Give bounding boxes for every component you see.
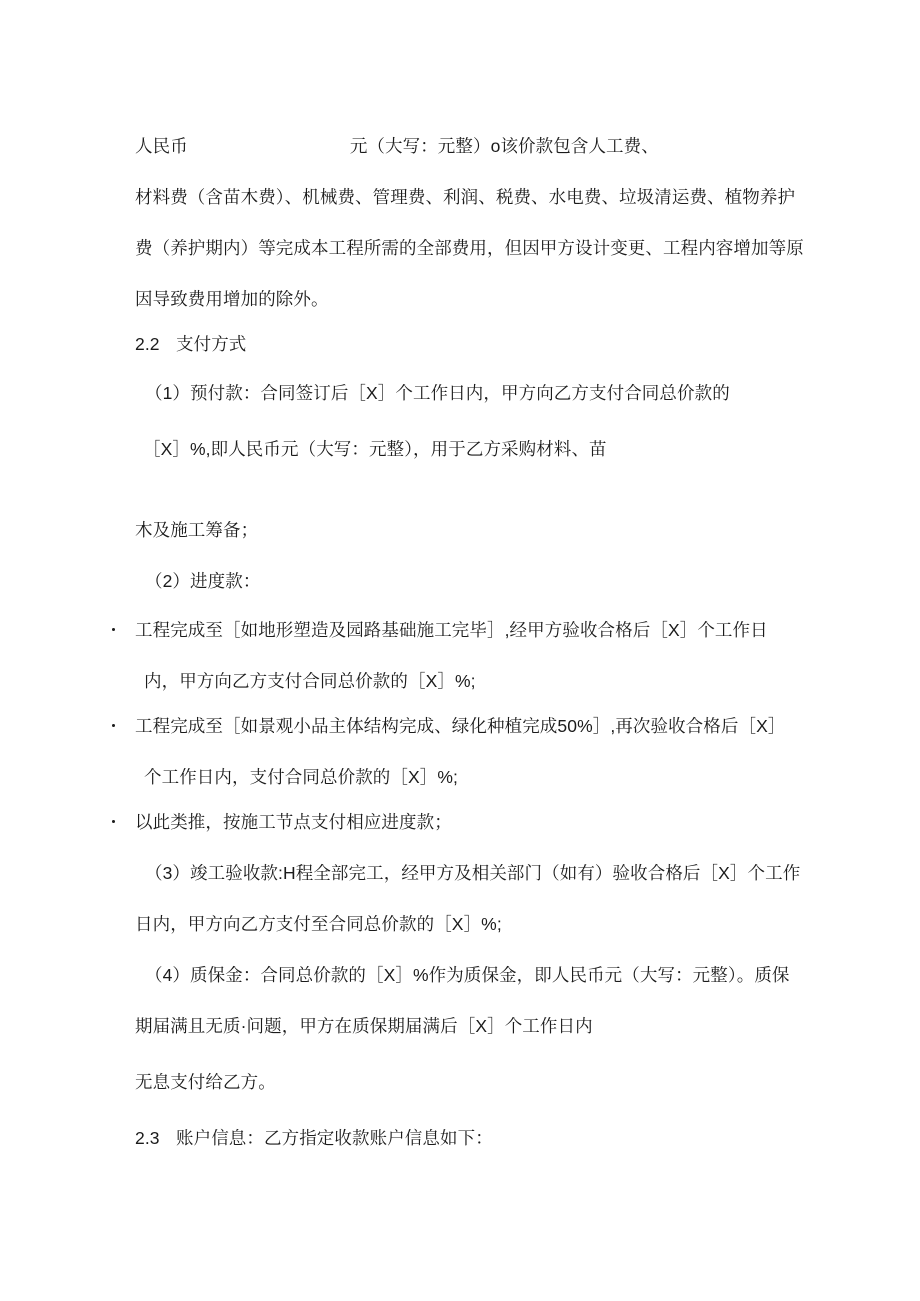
paragraph-price-line-3: 费（养护期内）等完成本工程所需的全部费用，但因甲方设计变更、工程内容增加等原 (135, 238, 804, 258)
paragraph-bullet-2-line-1: 工程完成至［如景观小品主体结构完成、绿化种植完成50%］,再次验收合格后［X］ (135, 716, 786, 736)
paragraph-bullet-2-line-2: 个工作日内，支付合同总价款的［X］%; (144, 767, 458, 787)
bullet-marker-icon (112, 628, 115, 631)
paragraph-item-3-line-2: 日内，甲方向乙方支付至合同总价款的［X］%; (135, 914, 502, 934)
paragraph-bullet-1-line-1: 工程完成至［如地形塑造及园路基础施工完毕］,经甲方验收合格后［X］个工作日 (135, 620, 768, 640)
paragraph-item-4-line-1: （4）质保金：合同总价款的［X］%作为质保金，即人民币元（大写：元整）。质保 (145, 965, 790, 985)
price-amount-suffix: 元（大写：元整）o该价款包含人工费、 (349, 136, 659, 156)
paragraph-item-3-line-1: （3）竣工验收款:H程全部完工，经甲方及相关部门（如有）验收合格后［X］个工作 (145, 863, 801, 883)
section-heading-2-2-number: 2.2 (135, 334, 160, 354)
paragraph-item-1-line-3: 木及施工筹备； (135, 520, 259, 540)
bullet-marker-icon (112, 724, 115, 727)
price-currency-label: 人民币 (135, 136, 188, 156)
section-heading-2-2-title: 支付方式 (176, 334, 247, 354)
paragraph-price-line-2: 材料费（含苗木费）、机械费、管理费、利润、税费、水电费、垃圾清运费、植物养护 (135, 187, 796, 207)
paragraph-price-line-1 (135, 134, 659, 158)
paragraph-item-4-line-3: 无息支付给乙方。 (135, 1072, 276, 1092)
paragraph-bullet-3-line-1: 以此类推，按施工节点支付相应进度款； (135, 812, 452, 832)
section-heading-2-3-title: 账户信息：乙方指定收款账户信息如下： (176, 1128, 493, 1148)
paragraph-item-4-line-2: 期届满且无质·问题，甲方在质保期届满后［X］个工作日内 (135, 1016, 593, 1036)
paragraph-bullet-1-line-2: 内，甲方向乙方支付合同总价款的［X］%; (144, 671, 476, 691)
paragraph-price-line-4: 因导致费用增加的除外。 (135, 289, 329, 309)
section-heading-2-3-number: 2.3 (135, 1128, 160, 1148)
paragraph-item-1-line-2: ［X］%,即人民币元（大写：元整），用于乙方采购材料、苗 (143, 439, 607, 459)
bullet-marker-icon (112, 820, 115, 823)
paragraph-item-1-line-1: （1）预付款：合同签订后［X］个工作日内，甲方向乙方支付合同总价款的 (145, 383, 730, 403)
paragraph-item-2-heading: （2）进度款： (145, 571, 261, 591)
